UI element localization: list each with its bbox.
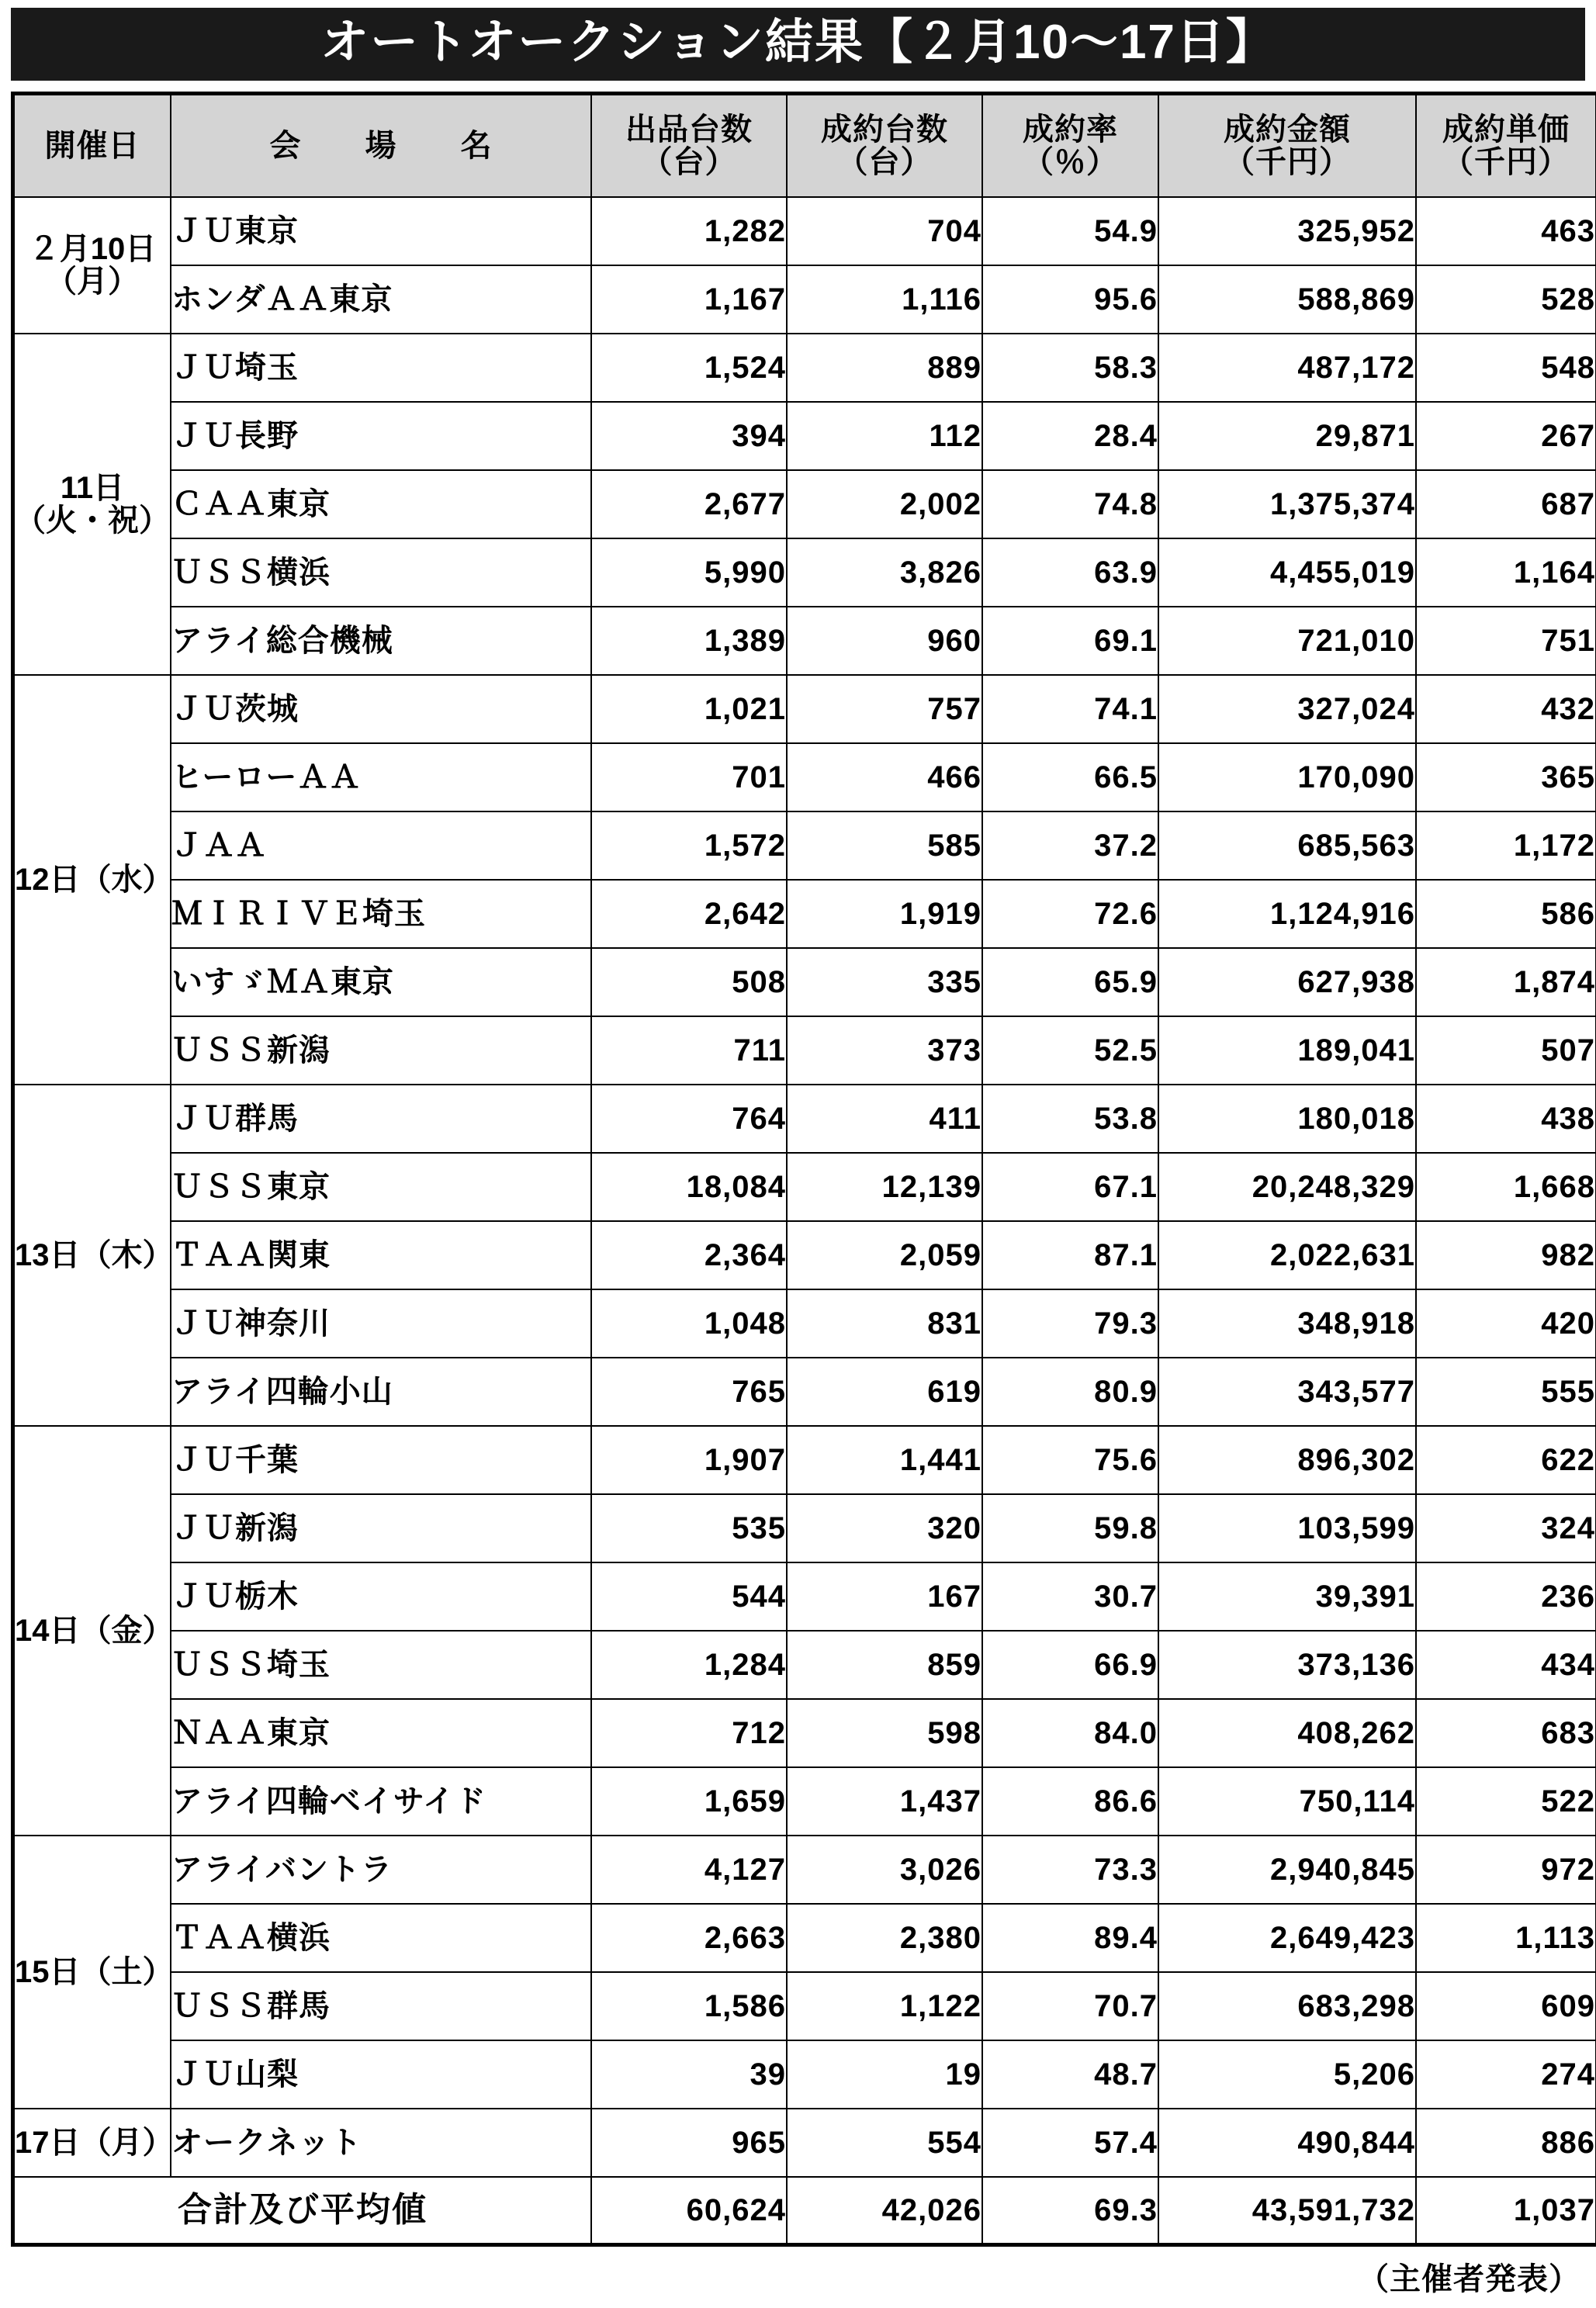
unit-cell: 507 <box>1416 1016 1596 1085</box>
amount-cell: 1,375,374 <box>1158 470 1416 538</box>
rate-cell: 95.6 <box>982 265 1158 334</box>
header-line-1: 会 場 名 <box>171 130 590 162</box>
date-main: ２月10日 <box>29 232 157 266</box>
rate-cell: 73.3 <box>982 1836 1158 1904</box>
rate-cell: 79.3 <box>982 1289 1158 1358</box>
table-header <box>13 94 1596 198</box>
rate-cell: 66.9 <box>982 1631 1158 1699</box>
unit-cell: 609 <box>1416 1972 1596 2040</box>
table-row <box>13 1153 1596 1221</box>
venue-cell: アライバントラ <box>171 1836 591 1904</box>
listed-cell: 1,021 <box>591 675 787 743</box>
column-header-listed <box>591 94 787 198</box>
table-row <box>13 1767 1596 1836</box>
unit-cell: 463 <box>1416 197 1596 265</box>
rate-cell: 75.6 <box>982 1426 1158 1494</box>
listed-cell: 1,282 <box>591 197 787 265</box>
page-title: オートオークション結果【２月10～17日】 <box>11 8 1585 81</box>
listed-cell: 764 <box>591 1085 787 1153</box>
header-line-2: （％） <box>983 146 1158 178</box>
date-main: 14日（金） <box>15 1614 174 1648</box>
amount-cell: 721,010 <box>1158 607 1416 675</box>
table-row <box>13 607 1596 675</box>
venue-cell: アライ四輪小山 <box>171 1358 591 1426</box>
date-sub: （火・祝） <box>15 504 170 537</box>
sold-cell: 831 <box>787 1289 982 1358</box>
sold-cell: 112 <box>787 402 982 470</box>
amount-cell: 29,871 <box>1158 402 1416 470</box>
unit-cell: 432 <box>1416 675 1596 743</box>
amount-cell: 373,136 <box>1158 1631 1416 1699</box>
amount-cell: 348,918 <box>1158 1289 1416 1358</box>
table-row <box>13 2040 1596 2109</box>
unit-cell: 434 <box>1416 1631 1596 1699</box>
date-cell <box>13 334 171 675</box>
rate-cell: 74.1 <box>982 675 1158 743</box>
table-row <box>13 1289 1596 1358</box>
sold-cell: 3,026 <box>787 1836 982 1904</box>
table-row <box>13 948 1596 1016</box>
column-header-amount <box>1158 94 1416 198</box>
unit-cell: 683 <box>1416 1699 1596 1767</box>
table-row <box>13 1426 1596 1494</box>
amount-cell: 39,391 <box>1158 1562 1416 1631</box>
amount-cell: 170,090 <box>1158 743 1416 811</box>
unit-cell: 555 <box>1416 1358 1596 1426</box>
venue-cell: ＮＡＡ東京 <box>171 1699 591 1767</box>
listed-cell: 535 <box>591 1494 787 1562</box>
date-cell <box>13 1085 171 1426</box>
unit-cell: 886 <box>1416 2109 1596 2177</box>
listed-cell: 5,990 <box>591 538 787 607</box>
listed-cell: 701 <box>591 743 787 811</box>
unit-cell: 274 <box>1416 2040 1596 2109</box>
unit-cell: 236 <box>1416 1562 1596 1631</box>
table-row <box>13 1836 1596 1904</box>
unit-cell: 438 <box>1416 1085 1596 1153</box>
listed-cell: 1,659 <box>591 1767 787 1836</box>
rate-cell: 65.9 <box>982 948 1158 1016</box>
rate-cell: 80.9 <box>982 1358 1158 1426</box>
date-main: 17日（月） <box>15 2126 174 2160</box>
venue-cell: アライ四輪ベイサイド <box>171 1767 591 1836</box>
sold-cell: 859 <box>787 1631 982 1699</box>
listed-cell: 2,663 <box>591 1904 787 1972</box>
venue-cell: ホンダＡＡ東京 <box>171 265 591 334</box>
listed-cell: 1,586 <box>591 1972 787 2040</box>
unit-cell: 1,164 <box>1416 538 1596 607</box>
amount-cell: 683,298 <box>1158 1972 1416 2040</box>
venue-cell: ＪＵ茨城 <box>171 675 591 743</box>
table-row <box>13 1699 1596 1767</box>
unit-cell: 1,668 <box>1416 1153 1596 1221</box>
amount-cell: 189,041 <box>1158 1016 1416 1085</box>
sold-cell: 167 <box>787 1562 982 1631</box>
unit-cell: 751 <box>1416 607 1596 675</box>
venue-cell: ＪＵ神奈川 <box>171 1289 591 1358</box>
listed-cell: 394 <box>591 402 787 470</box>
rate-cell: 87.1 <box>982 1221 1158 1289</box>
listed-cell: 18,084 <box>591 1153 787 1221</box>
listed-cell: 1,048 <box>591 1289 787 1358</box>
unit-cell: 972 <box>1416 1836 1596 1904</box>
table-row <box>13 1358 1596 1426</box>
venue-cell: ＪＵ山梨 <box>171 2040 591 2109</box>
listed-cell: 711 <box>591 1016 787 1085</box>
listed-cell: 2,364 <box>591 1221 787 1289</box>
total-amount-cell: 43,591,732 <box>1158 2177 1416 2245</box>
rate-cell: 37.2 <box>982 811 1158 880</box>
unit-cell: 622 <box>1416 1426 1596 1494</box>
sold-cell: 554 <box>787 2109 982 2177</box>
total-sold-cell: 42,026 <box>787 2177 982 2245</box>
date-main: 15日（土） <box>15 1955 174 1989</box>
page <box>0 8 1596 2308</box>
sold-cell: 466 <box>787 743 982 811</box>
venue-cell: ＵＳＳ群馬 <box>171 1972 591 2040</box>
venue-cell: オークネット <box>171 2109 591 2177</box>
listed-cell: 1,524 <box>591 334 787 402</box>
venue-cell: ＭＩＲＩＶＥ埼玉 <box>171 880 591 948</box>
venue-cell: ＣＡＡ東京 <box>171 470 591 538</box>
amount-cell: 487,172 <box>1158 334 1416 402</box>
column-header-rate <box>982 94 1158 198</box>
rate-cell: 57.4 <box>982 2109 1158 2177</box>
venue-cell: ＪＵ東京 <box>171 197 591 265</box>
sold-cell: 704 <box>787 197 982 265</box>
unit-cell: 687 <box>1416 470 1596 538</box>
date-cell <box>13 197 171 334</box>
header-line-1: 開催日 <box>15 130 170 162</box>
header-line-1: 成約率 <box>983 113 1158 146</box>
sold-cell: 1,116 <box>787 265 982 334</box>
column-header-sold <box>787 94 982 198</box>
column-header-venue <box>171 94 591 198</box>
listed-cell: 4,127 <box>591 1836 787 1904</box>
total-row <box>13 2177 1596 2245</box>
sold-cell: 1,437 <box>787 1767 982 1836</box>
venue-cell: ＴＡＡ関東 <box>171 1221 591 1289</box>
amount-cell: 4,455,019 <box>1158 538 1416 607</box>
venue-cell: ＵＳＳ東京 <box>171 1153 591 1221</box>
amount-cell: 408,262 <box>1158 1699 1416 1767</box>
sold-cell: 598 <box>787 1699 982 1767</box>
date-cell <box>13 2109 171 2177</box>
venue-cell: アライ総合機械 <box>171 607 591 675</box>
table-row <box>13 265 1596 334</box>
amount-cell: 1,124,916 <box>1158 880 1416 948</box>
auction-results-table <box>11 92 1596 2247</box>
rate-cell: 53.8 <box>982 1085 1158 1153</box>
header-line-1: 成約台数 <box>788 113 981 146</box>
sold-cell: 3,826 <box>787 538 982 607</box>
listed-cell: 712 <box>591 1699 787 1767</box>
table-row <box>13 470 1596 538</box>
listed-cell: 2,677 <box>591 470 787 538</box>
header-line-2: （千円） <box>1159 146 1415 178</box>
venue-cell: いすゞＭＡ東京 <box>171 948 591 1016</box>
unit-cell: 324 <box>1416 1494 1596 1562</box>
rate-cell: 72.6 <box>982 880 1158 948</box>
venue-cell: ＪＵ千葉 <box>171 1426 591 1494</box>
listed-cell: 1,167 <box>591 265 787 334</box>
table-row <box>13 675 1596 743</box>
venue-cell: ＪＵ新潟 <box>171 1494 591 1562</box>
unit-cell: 1,874 <box>1416 948 1596 1016</box>
date-main: 13日（木） <box>15 1238 174 1272</box>
table-row <box>13 811 1596 880</box>
table-row <box>13 1016 1596 1085</box>
rate-cell: 84.0 <box>982 1699 1158 1767</box>
rate-cell: 86.6 <box>982 1767 1158 1836</box>
date-main: 12日（水） <box>15 863 174 897</box>
listed-cell: 965 <box>591 2109 787 2177</box>
sold-cell: 19 <box>787 2040 982 2109</box>
venue-cell: ＪＵ埼玉 <box>171 334 591 402</box>
sold-cell: 619 <box>787 1358 982 1426</box>
total-label: 合計及び平均値 <box>13 2177 592 2245</box>
table-row <box>13 334 1596 402</box>
amount-cell: 2,649,423 <box>1158 1904 1416 1972</box>
amount-cell: 103,599 <box>1158 1494 1416 1562</box>
rate-cell: 89.4 <box>982 1904 1158 1972</box>
venue-cell: ヒーローＡＡ <box>171 743 591 811</box>
listed-cell: 1,907 <box>591 1426 787 1494</box>
amount-cell: 750,114 <box>1158 1767 1416 1836</box>
amount-cell: 5,206 <box>1158 2040 1416 2109</box>
header-line-1: 成約金額 <box>1159 113 1415 146</box>
sold-cell: 320 <box>787 1494 982 1562</box>
rate-cell: 59.8 <box>982 1494 1158 1562</box>
header-row <box>13 94 1596 198</box>
venue-cell: ＵＳＳ新潟 <box>171 1016 591 1085</box>
table-row <box>13 402 1596 470</box>
total-listed-cell: 60,624 <box>591 2177 787 2245</box>
table-row <box>13 1494 1596 1562</box>
listed-cell: 2,642 <box>591 880 787 948</box>
rate-cell: 69.1 <box>982 607 1158 675</box>
header-line-2: （台） <box>788 146 981 178</box>
sold-cell: 411 <box>787 1085 982 1153</box>
listed-cell: 1,284 <box>591 1631 787 1699</box>
amount-cell: 896,302 <box>1158 1426 1416 1494</box>
listed-cell: 1,389 <box>591 607 787 675</box>
date-main: 11日 <box>61 471 124 505</box>
date-cell <box>13 1426 171 1836</box>
table-body <box>13 197 1596 2245</box>
rate-cell: 63.9 <box>982 538 1158 607</box>
unit-cell: 548 <box>1416 334 1596 402</box>
date-cell <box>13 1836 171 2109</box>
sold-cell: 585 <box>787 811 982 880</box>
rate-cell: 66.5 <box>982 743 1158 811</box>
amount-cell: 588,869 <box>1158 265 1416 334</box>
table-row <box>13 2109 1596 2177</box>
sold-cell: 889 <box>787 334 982 402</box>
date-sub: （月） <box>15 265 170 298</box>
table-row <box>13 1085 1596 1153</box>
rate-cell: 30.7 <box>982 1562 1158 1631</box>
amount-cell: 180,018 <box>1158 1085 1416 1153</box>
amount-cell: 327,024 <box>1158 675 1416 743</box>
listed-cell: 1,572 <box>591 811 787 880</box>
rate-cell: 74.8 <box>982 470 1158 538</box>
unit-cell: 1,113 <box>1416 1904 1596 1972</box>
column-header-date <box>13 94 171 198</box>
amount-cell: 2,022,631 <box>1158 1221 1416 1289</box>
rate-cell: 58.3 <box>982 334 1158 402</box>
listed-cell: 39 <box>591 2040 787 2109</box>
sold-cell: 1,441 <box>787 1426 982 1494</box>
header-line-2: （千円） <box>1417 146 1595 178</box>
venue-cell: ＪＵ群馬 <box>171 1085 591 1153</box>
table-row <box>13 880 1596 948</box>
sold-cell: 2,380 <box>787 1904 982 1972</box>
venue-cell: ＵＳＳ横浜 <box>171 538 591 607</box>
listed-cell: 544 <box>591 1562 787 1631</box>
sold-cell: 1,122 <box>787 1972 982 2040</box>
venue-cell: ＴＡＡ横浜 <box>171 1904 591 1972</box>
venue-cell: ＪＡＡ <box>171 811 591 880</box>
rate-cell: 70.7 <box>982 1972 1158 2040</box>
venue-cell: ＵＳＳ埼玉 <box>171 1631 591 1699</box>
amount-cell: 490,844 <box>1158 2109 1416 2177</box>
venue-cell: ＪＵ長野 <box>171 402 591 470</box>
sold-cell: 960 <box>787 607 982 675</box>
amount-cell: 343,577 <box>1158 1358 1416 1426</box>
table-row <box>13 1221 1596 1289</box>
unit-cell: 586 <box>1416 880 1596 948</box>
sold-cell: 2,059 <box>787 1221 982 1289</box>
header-line-1: 成約単価 <box>1417 113 1595 146</box>
listed-cell: 765 <box>591 1358 787 1426</box>
table-row <box>13 1972 1596 2040</box>
table-row <box>13 197 1596 265</box>
rate-cell: 52.5 <box>982 1016 1158 1085</box>
table-row <box>13 1562 1596 1631</box>
rate-cell: 67.1 <box>982 1153 1158 1221</box>
amount-cell: 20,248,329 <box>1158 1153 1416 1221</box>
table-row <box>13 538 1596 607</box>
total-unit-cell: 1,037 <box>1416 2177 1596 2245</box>
amount-cell: 325,952 <box>1158 197 1416 265</box>
column-header-unit <box>1416 94 1596 198</box>
date-cell <box>13 675 171 1085</box>
sold-cell: 1,919 <box>787 880 982 948</box>
table-row <box>13 1631 1596 1699</box>
header-line-2: （台） <box>592 146 786 178</box>
table-row <box>13 743 1596 811</box>
sold-cell: 12,139 <box>787 1153 982 1221</box>
amount-cell: 685,563 <box>1158 811 1416 880</box>
sold-cell: 2,002 <box>787 470 982 538</box>
sold-cell: 373 <box>787 1016 982 1085</box>
unit-cell: 267 <box>1416 402 1596 470</box>
rate-cell: 48.7 <box>982 2040 1158 2109</box>
rate-cell: 28.4 <box>982 402 1158 470</box>
unit-cell: 982 <box>1416 1221 1596 1289</box>
total-rate-cell: 69.3 <box>982 2177 1158 2245</box>
amount-cell: 2,940,845 <box>1158 1836 1416 1904</box>
unit-cell: 528 <box>1416 265 1596 334</box>
sold-cell: 757 <box>787 675 982 743</box>
table-row <box>13 1904 1596 1972</box>
sold-cell: 335 <box>787 948 982 1016</box>
listed-cell: 508 <box>591 948 787 1016</box>
source-note: （主催者発表） <box>11 2247 1585 2308</box>
unit-cell: 365 <box>1416 743 1596 811</box>
unit-cell: 1,172 <box>1416 811 1596 880</box>
unit-cell: 522 <box>1416 1767 1596 1836</box>
venue-cell: ＪＵ栃木 <box>171 1562 591 1631</box>
amount-cell: 627,938 <box>1158 948 1416 1016</box>
unit-cell: 420 <box>1416 1289 1596 1358</box>
header-line-1: 出品台数 <box>592 113 786 146</box>
rate-cell: 54.9 <box>982 197 1158 265</box>
